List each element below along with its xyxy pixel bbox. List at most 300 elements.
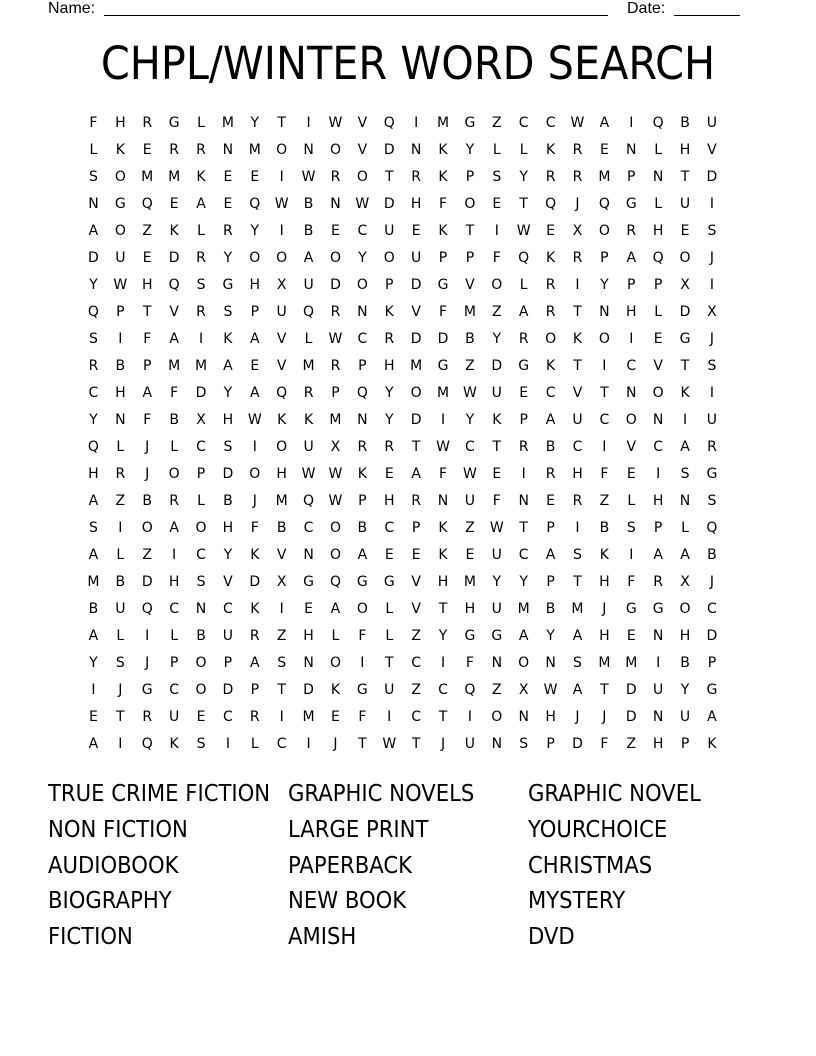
grid-letter: E <box>626 628 636 644</box>
grid-letter: Y <box>519 169 528 185</box>
grid-letter: J <box>145 655 150 671</box>
grid-letter: L <box>654 304 663 320</box>
grid-letter: L <box>654 196 663 212</box>
grid-letter: M <box>571 601 584 617</box>
grid-letter: B <box>115 574 126 590</box>
grid-letter: Q <box>276 385 288 401</box>
grid-letter: C <box>707 601 717 617</box>
grid-letter: Z <box>142 223 153 239</box>
grid-letter: D <box>383 142 395 158</box>
grid-letter: V <box>626 439 637 455</box>
grid-letter: Q <box>383 115 395 131</box>
word-list <box>48 776 768 955</box>
grid-letter: H <box>383 358 395 374</box>
grid-letter: R <box>653 574 664 590</box>
grid-letter: Y <box>223 385 233 401</box>
grid-letter: R <box>196 142 206 158</box>
grid-letter: D <box>410 277 422 293</box>
grid-letter: H <box>276 466 287 482</box>
grid-letter: I <box>521 466 526 482</box>
grid-letter: U <box>303 439 314 455</box>
grid-letter: I <box>414 115 419 131</box>
grid-letter: E <box>250 169 260 185</box>
grid-letter: D <box>88 250 99 266</box>
grid-letter: Z <box>411 682 421 698</box>
grid-letter: R <box>169 493 179 509</box>
grid-letter: E <box>546 223 556 239</box>
grid-letter: A <box>88 736 99 752</box>
grid-letter: I <box>118 331 123 347</box>
grid-letter: O <box>652 385 664 401</box>
grid-letter: E <box>142 142 152 158</box>
grid-letter: G <box>222 277 234 293</box>
grid-letter: X <box>572 223 583 239</box>
grid-letter: Y <box>465 412 475 428</box>
grid-letter: M <box>436 385 450 401</box>
grid-letter: Z <box>411 628 421 644</box>
grid-letter: A <box>626 250 637 266</box>
grid-letter: R <box>249 709 260 725</box>
grid-letter: H <box>249 277 261 293</box>
grid-letter: O <box>383 250 395 266</box>
grid-letter: O <box>114 223 126 239</box>
grid-letter: K <box>169 736 179 752</box>
grid-letter: S <box>519 736 529 752</box>
grid-letter: H <box>464 601 476 617</box>
grid-letter: L <box>681 520 689 536</box>
grid-letter: R <box>411 169 421 185</box>
grid-letter: M <box>194 358 208 374</box>
grid-letter: K <box>599 547 609 563</box>
grid-letter: A <box>250 385 260 401</box>
grid-letter: T <box>384 169 394 185</box>
grid-letter: W <box>355 196 370 212</box>
grid-letter: G <box>625 601 637 617</box>
grid-letter: X <box>707 304 717 320</box>
grid-letter: R <box>169 142 179 158</box>
grid-letter: K <box>572 331 583 347</box>
grid-letter: B <box>599 520 610 536</box>
grid-letter: L <box>492 142 501 158</box>
grid-letter: V <box>357 142 368 158</box>
grid-letter: N <box>599 304 610 320</box>
grid-letter: O <box>329 655 341 671</box>
grid-letter: R <box>88 358 99 374</box>
grid-letter: Q <box>652 250 664 266</box>
grid-letter: Q <box>329 574 341 590</box>
grid-letter: D <box>679 304 691 320</box>
grid-letter: Y <box>89 655 98 671</box>
grid-letter: O <box>276 142 288 158</box>
grid-letter: C <box>545 115 556 131</box>
grid-letter: F <box>492 493 501 509</box>
grid-letter: E <box>653 331 663 347</box>
grid-letter: F <box>89 115 98 131</box>
grid-letter: T <box>411 736 421 752</box>
grid-letter: A <box>357 547 368 563</box>
grid-letter: J <box>602 601 607 617</box>
grid-letter: S <box>196 736 206 752</box>
grid-letter: Y <box>223 547 233 563</box>
grid-letter: F <box>465 655 474 671</box>
grid-letter: Q <box>87 304 99 320</box>
grid-letter: N <box>491 736 503 752</box>
grid-letter: T <box>438 709 448 725</box>
grid-letter: K <box>303 412 314 428</box>
grid-letter: A <box>653 547 663 563</box>
grid-letter: I <box>387 709 392 725</box>
grid-letter: A <box>599 115 610 131</box>
grid-letter: F <box>627 574 636 590</box>
grid-letter: C <box>518 115 529 131</box>
grid-letter: H <box>545 709 556 725</box>
grid-letter: Y <box>89 412 98 428</box>
grid-letter: L <box>197 493 205 509</box>
grid-letter: H <box>222 520 234 536</box>
word-list-item: FICTION <box>48 924 133 951</box>
grid-letter: O <box>114 169 126 185</box>
grid-letter: A <box>88 493 99 509</box>
grid-letter: C <box>438 682 448 698</box>
grid-letter: E <box>411 547 421 563</box>
grid-letter: B <box>357 520 368 536</box>
grid-letter: O <box>195 520 207 536</box>
grid-letter: Y <box>600 277 609 293</box>
grid-letter: I <box>279 709 284 725</box>
grid-letter: Q <box>141 736 153 752</box>
grid-letter: I <box>709 385 714 401</box>
grid-letter: E <box>680 223 690 239</box>
grid-letter: F <box>143 331 152 347</box>
grid-letter: H <box>652 223 664 239</box>
grid-letter: O <box>276 439 288 455</box>
grid-letter: H <box>168 574 180 590</box>
grid-letter: I <box>656 466 661 482</box>
grid-letter: R <box>411 493 421 509</box>
grid-letter: R <box>572 493 583 509</box>
grid-letter: Z <box>115 493 126 509</box>
grid-letter: G <box>625 196 637 212</box>
grid-letter: P <box>465 169 475 185</box>
grid-letter: K <box>492 412 502 428</box>
grid-letter: Q <box>249 196 261 212</box>
grid-letter: Y <box>250 115 260 131</box>
grid-letter: C <box>169 682 179 698</box>
grid-letter: S <box>223 439 233 455</box>
grid-letter: Y <box>358 250 367 266</box>
grid-letter: T <box>411 439 421 455</box>
grid-letter: R <box>303 385 314 401</box>
grid-letter: O <box>625 412 637 428</box>
grid-letter: K <box>115 142 125 158</box>
word-list-item: GRAPHIC NOVEL <box>528 781 701 807</box>
grid-letter: S <box>626 520 636 536</box>
grid-letter: T <box>438 601 448 617</box>
grid-letter: P <box>627 169 636 185</box>
grid-letter: I <box>682 412 688 428</box>
grid-letter: A <box>572 682 583 698</box>
grid-letter: C <box>223 601 233 617</box>
grid-letter: P <box>116 304 125 320</box>
grid-letter: I <box>629 331 634 347</box>
grid-letter: A <box>707 709 717 725</box>
grid-letter: L <box>331 628 340 644</box>
grid-letter: I <box>91 682 96 698</box>
grid-letter: F <box>250 520 259 536</box>
grid-letter: L <box>385 601 394 617</box>
grid-letter: A <box>250 331 260 347</box>
grid-letter: H <box>303 628 314 644</box>
grid-letter: I <box>118 520 123 536</box>
grid-letter: C <box>411 655 422 671</box>
grid-letter: H <box>679 142 691 158</box>
grid-letter: R <box>626 223 637 239</box>
grid-letter: M <box>329 412 342 428</box>
grid-letter: H <box>410 196 422 212</box>
grid-letter: I <box>494 223 499 239</box>
grid-letter: O <box>168 466 180 482</box>
grid-letter: R <box>545 169 556 185</box>
grid-letter: V <box>411 574 421 590</box>
grid-letter: Y <box>223 250 233 266</box>
grid-letter: Q <box>464 682 476 698</box>
grid-letter: Q <box>141 601 153 617</box>
grid-letter: E <box>411 223 421 239</box>
grid-letter: N <box>545 655 556 671</box>
grid-letter: E <box>223 196 233 212</box>
grid-letter: C <box>411 709 422 725</box>
grid-letter: X <box>276 574 287 590</box>
grid-letter: T <box>277 115 286 131</box>
date-blank-line <box>674 15 740 16</box>
grid-letter: K <box>438 142 448 158</box>
grid-letter: J <box>575 709 580 725</box>
grid-letter: I <box>602 439 607 455</box>
grid-letter: P <box>546 736 555 752</box>
grid-letter: D <box>249 574 261 590</box>
grid-letter: W <box>382 736 397 752</box>
grid-letter: U <box>491 601 502 617</box>
grid-letter: W <box>274 196 289 212</box>
grid-letter: N <box>679 493 691 509</box>
grid-letter: Z <box>492 115 502 131</box>
grid-letter: O <box>276 250 288 266</box>
grid-letter: O <box>545 331 557 347</box>
grid-letter: P <box>519 412 528 428</box>
grid-letter: W <box>328 466 343 482</box>
grid-letter: P <box>250 304 260 320</box>
grid-letter: C <box>599 412 610 428</box>
word-list-item: YOURCHOICE <box>528 816 668 843</box>
grid-letter: L <box>170 628 179 644</box>
grid-letter: A <box>411 466 421 482</box>
grid-letter: R <box>545 277 556 293</box>
grid-letter: I <box>709 196 714 212</box>
grid-letter: G <box>437 358 449 374</box>
grid-letter: F <box>358 709 367 725</box>
grid-letter: W <box>113 277 128 293</box>
grid-letter: J <box>709 250 714 266</box>
grid-letter: V <box>411 601 421 617</box>
grid-letter: A <box>680 547 690 563</box>
grid-letter: K <box>438 169 448 185</box>
grid-letter: E <box>169 196 179 212</box>
grid-letter: S <box>707 358 717 374</box>
grid-letter: K <box>384 304 394 320</box>
grid-letter: W <box>489 520 504 536</box>
grid-letter: U <box>464 736 476 752</box>
grid-letter: G <box>303 574 314 590</box>
grid-letter: N <box>626 385 637 401</box>
grid-letter: I <box>656 655 661 671</box>
grid-letter: T <box>600 682 609 698</box>
grid-letter: O <box>249 466 261 482</box>
grid-letter: X <box>276 277 287 293</box>
grid-letter: D <box>222 466 234 482</box>
grid-letter: W <box>462 385 477 401</box>
grid-letter: O <box>518 655 530 671</box>
grid-letter: H <box>115 385 126 401</box>
grid-letter: R <box>330 304 341 320</box>
grid-letter: O <box>491 709 503 725</box>
grid-letter: T <box>116 709 125 725</box>
grid-letter: N <box>652 628 664 644</box>
grid-letter: F <box>143 412 152 428</box>
grid-letter: D <box>222 682 234 698</box>
grid-letter: P <box>250 682 260 698</box>
grid-letter: H <box>437 574 449 590</box>
grid-letter: W <box>543 682 558 698</box>
grid-letter: B <box>223 493 233 509</box>
grid-letter: P <box>680 736 690 752</box>
grid-letter: V <box>653 358 663 374</box>
word-list-item: GRAPHIC NOVELS <box>288 781 475 807</box>
grid-letter: Z <box>626 736 637 752</box>
word-list-item: AMISH <box>288 924 357 951</box>
word-list-item: DVD <box>528 924 575 951</box>
grid-letter: D <box>491 358 503 374</box>
grid-letter: W <box>328 493 343 509</box>
date-label: Date: <box>627 0 666 17</box>
grid-letter: N <box>330 196 341 212</box>
grid-letter: H <box>141 277 153 293</box>
grid-letter: I <box>440 655 446 671</box>
grid-letter: M <box>302 709 315 725</box>
grid-letter: W <box>570 115 585 131</box>
grid-letter: L <box>197 115 205 131</box>
grid-letter: N <box>437 493 449 509</box>
grid-letter: Y <box>465 142 475 158</box>
grid-letter: E <box>492 196 502 212</box>
word-list-item: NON FICTION <box>48 816 188 843</box>
grid-letter: M <box>168 358 181 374</box>
grid-letter: O <box>195 682 207 698</box>
grid-letter: N <box>222 142 234 158</box>
grid-letter: B <box>196 628 206 644</box>
grid-letter: P <box>546 574 555 590</box>
grid-letter: Q <box>598 196 610 212</box>
grid-letter: Q <box>168 277 180 293</box>
grid-letter: J <box>333 736 338 752</box>
grid-letter: M <box>248 142 261 158</box>
grid-letter: D <box>168 250 180 266</box>
grid-letter: H <box>652 493 664 509</box>
grid-letter: I <box>575 277 580 293</box>
grid-letter: C <box>88 385 99 401</box>
grid-letter: G <box>437 277 449 293</box>
grid-letter: U <box>679 196 691 212</box>
grid-letter: F <box>170 385 179 401</box>
grid-letter: O <box>491 277 503 293</box>
grid-letter: P <box>707 655 717 671</box>
grid-letter: L <box>627 493 636 509</box>
grid-letter: Y <box>250 223 260 239</box>
grid-letter: S <box>492 169 502 185</box>
grid-letter: S <box>196 574 206 590</box>
grid-letter: G <box>356 574 368 590</box>
grid-letter: R <box>223 223 233 239</box>
grid-letter: W <box>516 223 531 239</box>
grid-letter: N <box>88 196 99 212</box>
grid-letter: E <box>492 466 502 482</box>
grid-letter: P <box>143 358 152 374</box>
grid-letter: O <box>249 250 261 266</box>
grid-letter: C <box>223 709 233 725</box>
grid-letter: K <box>545 250 556 266</box>
grid-letter: U <box>491 547 502 563</box>
grid-letter: U <box>115 601 126 617</box>
grid-letter: T <box>492 439 502 455</box>
grid-letter: M <box>517 601 530 617</box>
grid-letter: X <box>680 574 690 590</box>
grid-letter: O <box>464 196 476 212</box>
grid-letter: O <box>195 655 207 671</box>
grid-letter: I <box>306 736 311 752</box>
grid-letter: V <box>276 547 287 563</box>
grid-letter: X <box>196 412 206 428</box>
grid-letter: N <box>518 709 529 725</box>
grid-letter: S <box>196 277 206 293</box>
grid-letter: G <box>706 682 718 698</box>
grid-letter: T <box>142 304 152 320</box>
grid-letter: B <box>303 223 314 239</box>
grid-letter: H <box>599 574 610 590</box>
grid-letter: N <box>491 655 503 671</box>
grid-letter: U <box>222 628 234 644</box>
grid-letter: B <box>115 358 126 374</box>
grid-letter: T <box>680 358 690 374</box>
grid-letter: D <box>195 385 207 401</box>
grid-letter: T <box>465 223 475 239</box>
grid-letter: C <box>303 520 314 536</box>
grid-letter: S <box>89 331 98 347</box>
grid-letter: K <box>438 520 448 536</box>
grid-letter: N <box>303 547 314 563</box>
grid-letter: U <box>491 385 502 401</box>
grid-letter: R <box>357 439 368 455</box>
grid-letter: D <box>303 682 314 698</box>
grid-letter: R <box>572 142 583 158</box>
grid-letter: M <box>302 358 315 374</box>
grid-letter: T <box>680 169 690 185</box>
page-title: CHPL/WINTER WORD SEARCH <box>100 37 716 90</box>
word-list-item: PAPERBACK <box>288 852 412 879</box>
grid-letter: A <box>142 385 153 401</box>
grid-letter: G <box>706 466 718 482</box>
grid-letter: F <box>438 196 448 212</box>
grid-letter: N <box>357 412 368 428</box>
grid-letter: U <box>276 304 287 320</box>
